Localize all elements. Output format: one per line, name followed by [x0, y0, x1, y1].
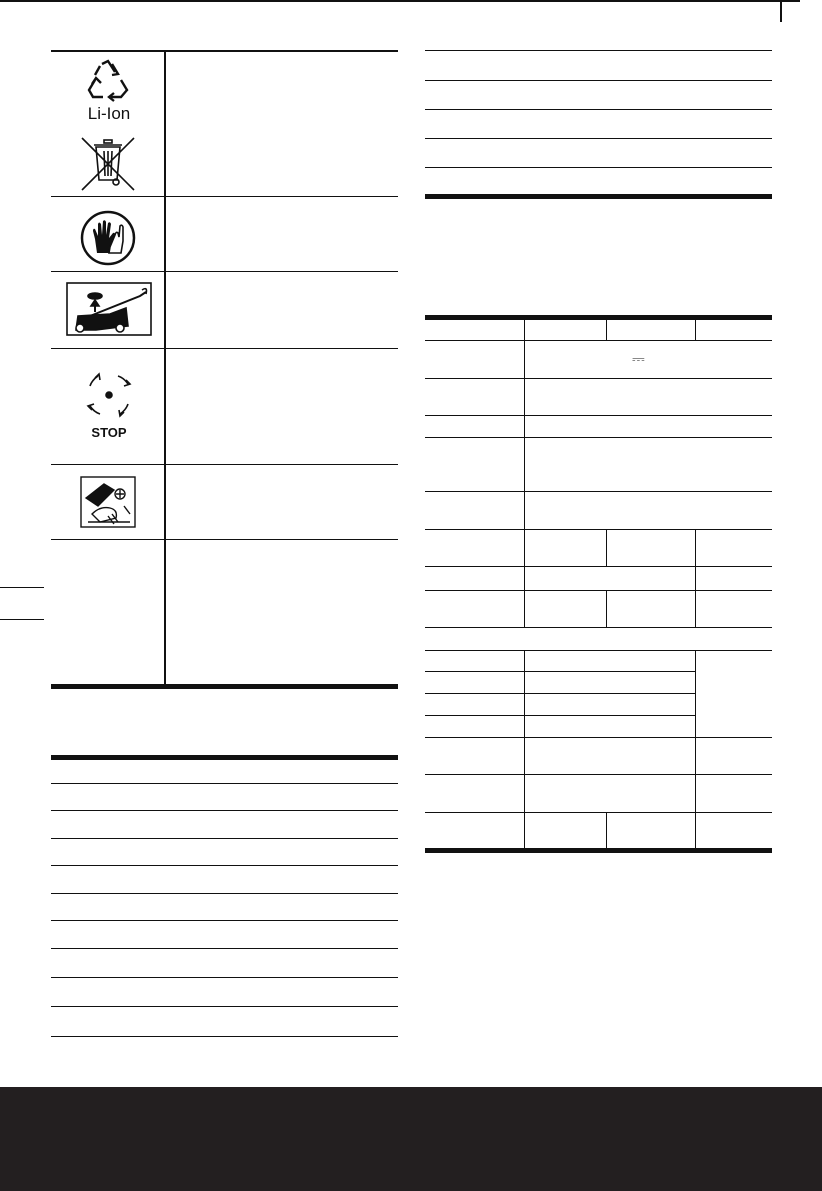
fold-mark [0, 619, 44, 620]
footer-band [0, 1087, 822, 1191]
hands-away-icon [80, 476, 136, 528]
battery-type-label: Li-Ion [87, 104, 131, 123]
crossed-out-bin-icon [80, 136, 136, 192]
top-rule [0, 0, 800, 2]
blade-stop-icon [82, 368, 136, 422]
dc-voltage-symbol: ⎓ [632, 351, 645, 368]
page-corner [780, 0, 782, 22]
stop-label: STOP [91, 425, 127, 440]
fold-mark [0, 587, 44, 588]
remove-battery-mower-icon [66, 282, 152, 336]
recycle-icon [85, 58, 131, 104]
wear-gloves-icon [79, 209, 137, 267]
